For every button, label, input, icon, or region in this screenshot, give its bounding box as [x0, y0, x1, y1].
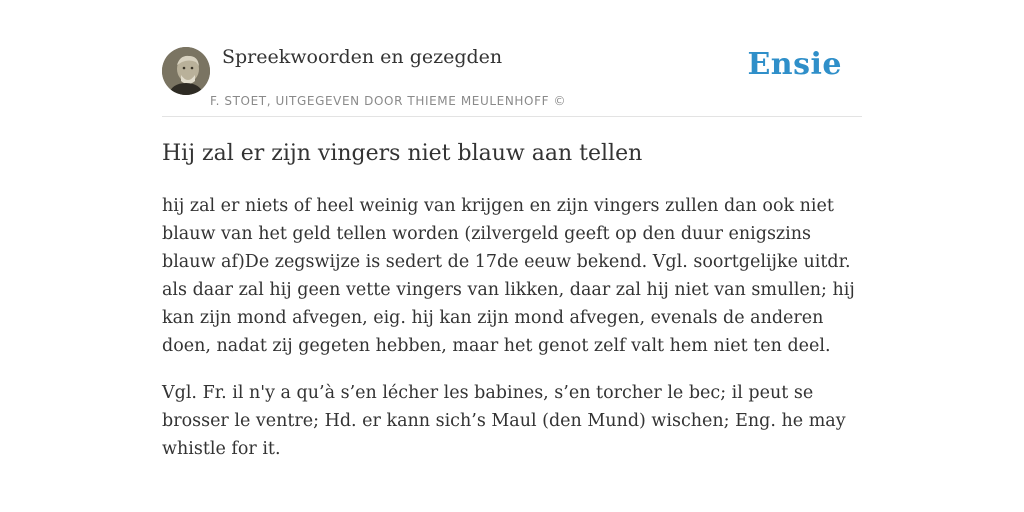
entry-body	[162, 192, 862, 482]
author-avatar[interactable]	[162, 47, 210, 95]
entry-paragraph: Vgl. Fr. il n'y a qu’à s’en lécher les babines, s’en torcher le bec; il peut se brosser le ventre; Hd. er kann sich’s Maul (den Mund) wischen; Eng. he may whistle for it.	[162, 383, 846, 459]
author-portrait-icon	[162, 47, 210, 95]
book-title[interactable]: Spreekwoorden en gezegden	[222, 46, 503, 68]
book-source-caption: F. STOET, UITGEGEVEN DOOR THIEME MEULENHOFF ©	[210, 94, 567, 108]
entry-title: Hij zal er zijn vingers niet blauw aan tellen	[162, 141, 643, 166]
page-container	[162, 0, 862, 459]
entry-paragraph: hij zal er niets of heel weinig van krijgen en zijn vingers zullen dan ook niet blauw van het geld tellen worden (zilvergeld geeft op den duur enigszins blauw af)De zegswijze is sedert de 17de eeuw bekend. Vgl. soortgelijke uitdr. als daar zal hij geen vette vingers van likken, daar zal hij niet van smullen; hij kan zijn mond afvegen, eig. hij kan zijn mond afvegen, evenals de anderen doen, nadat zij gegeten hebben, maar het genot zelf valt hem niet ten deel.	[162, 196, 855, 356]
book-header	[162, 0, 862, 117]
ensie-logo-link[interactable]: Ensie	[747, 47, 842, 82]
